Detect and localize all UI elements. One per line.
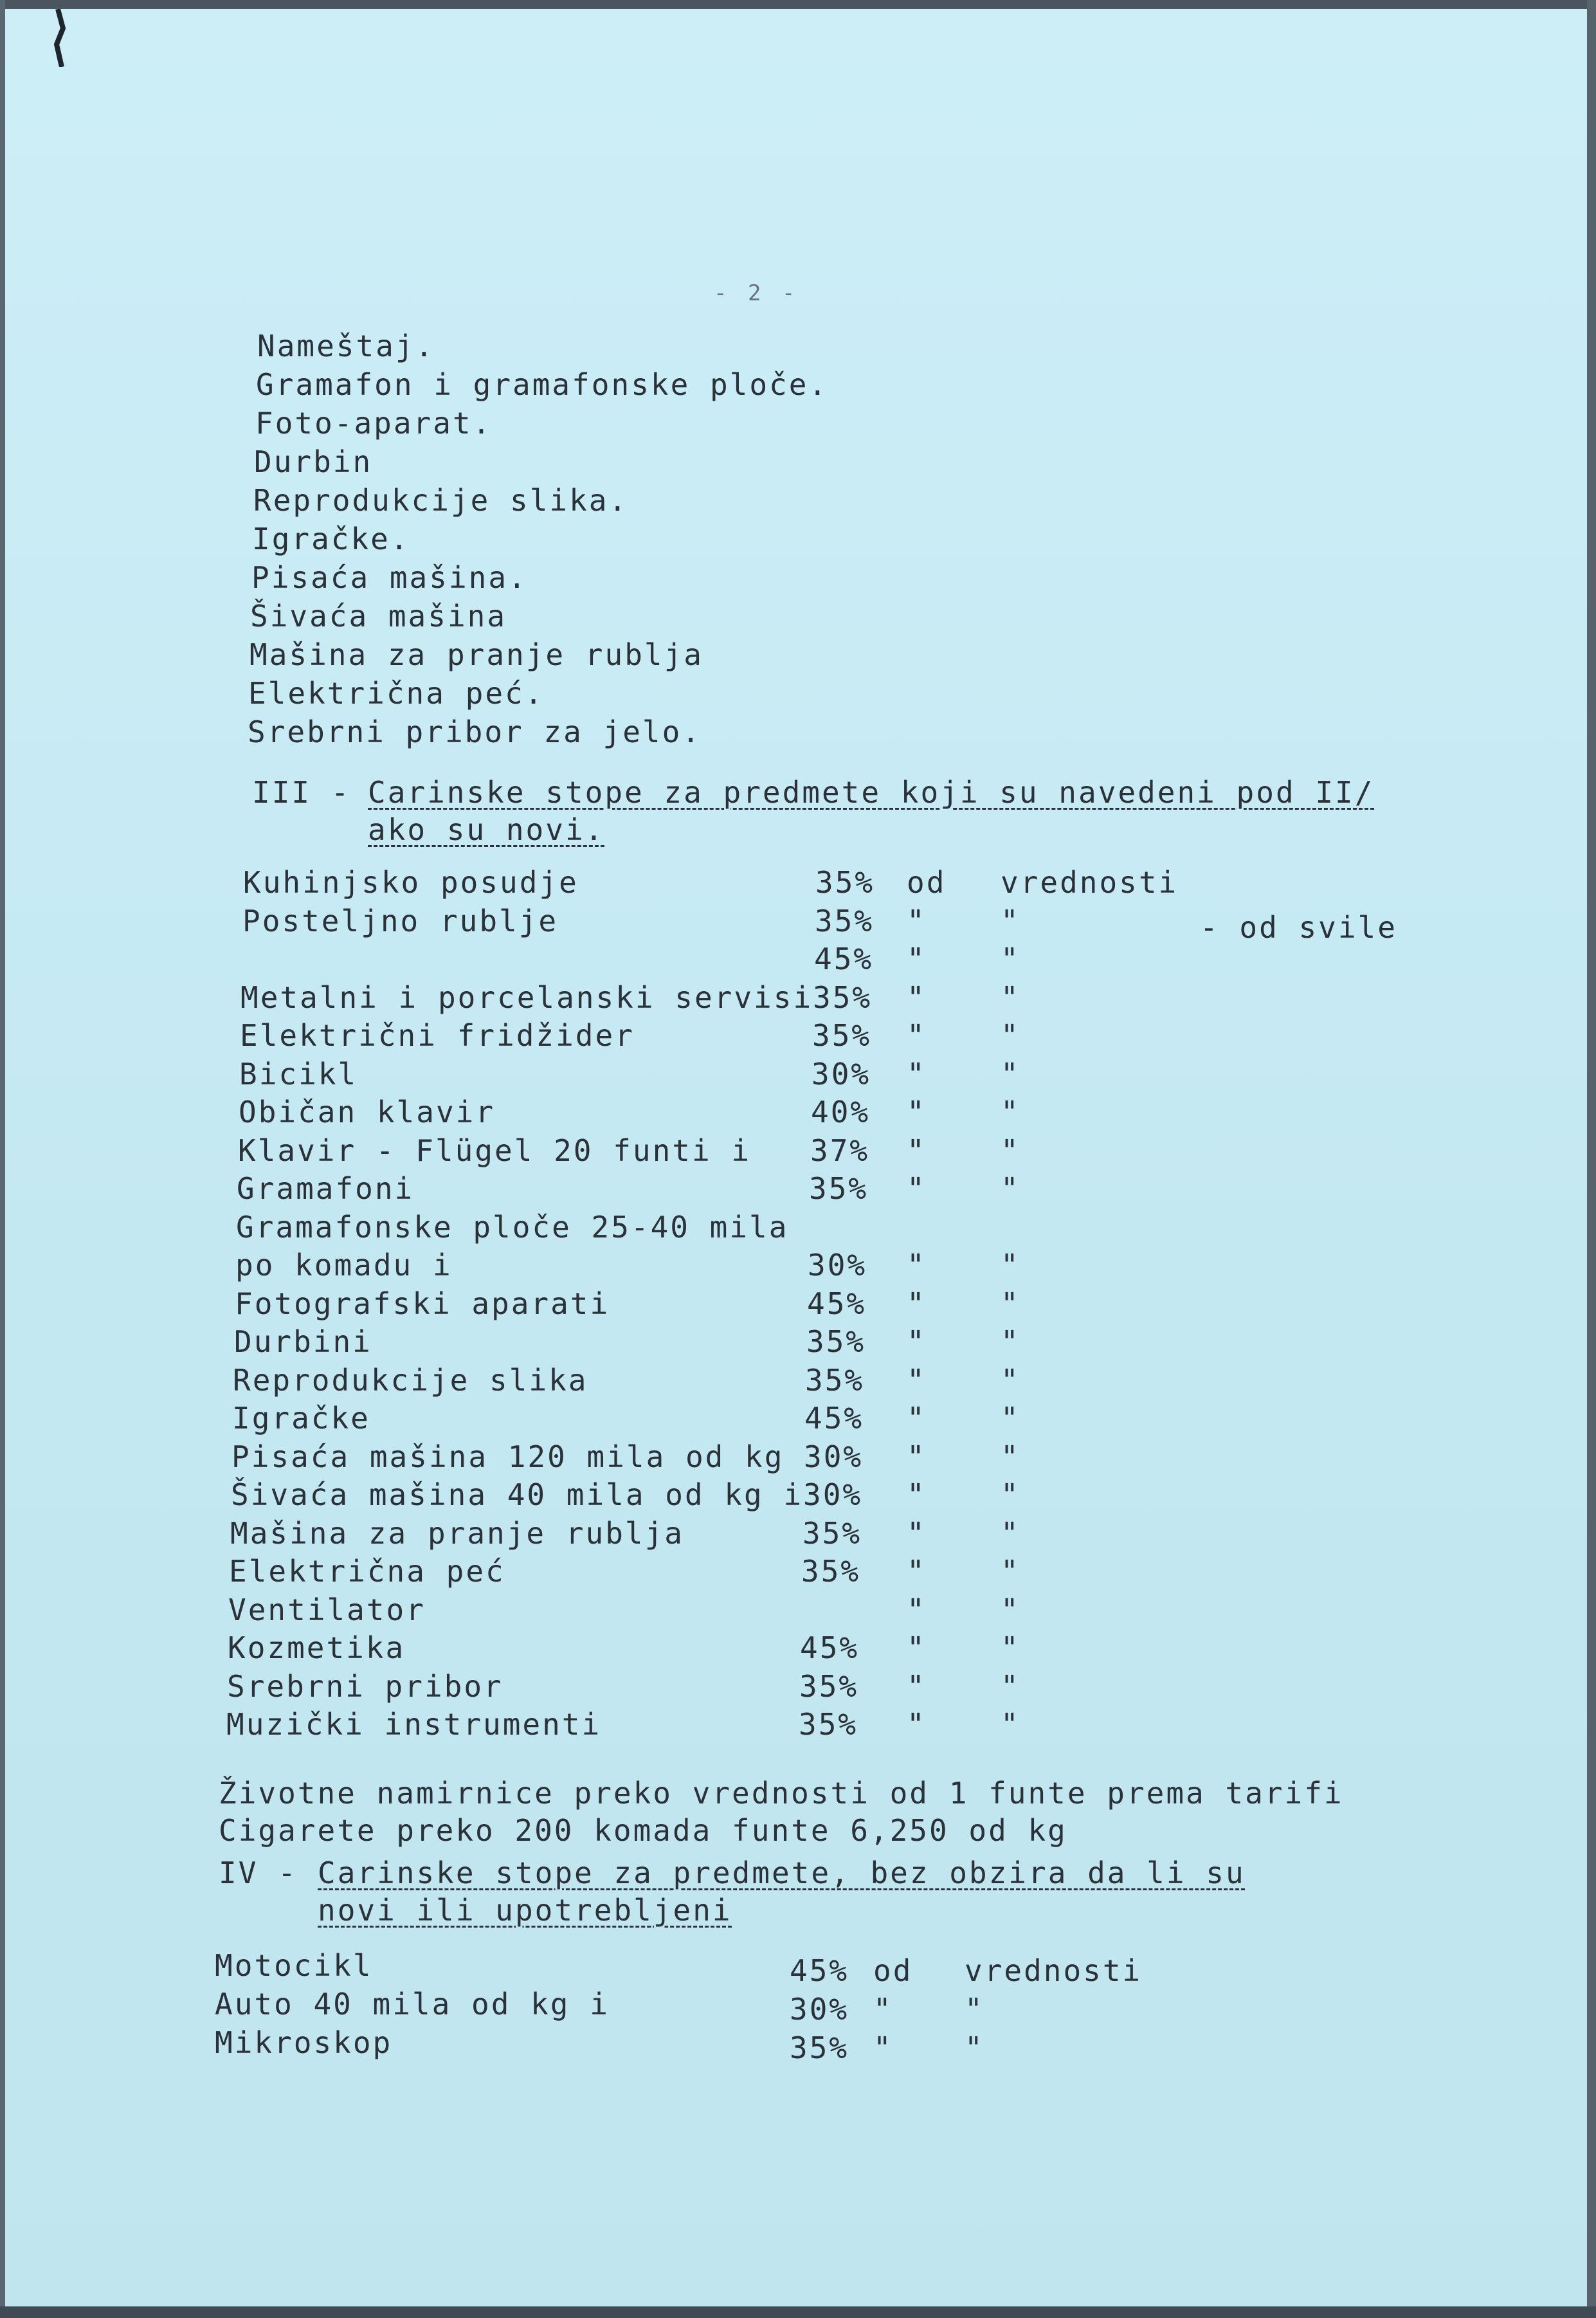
table-row-item: po komadu i [235, 1248, 453, 1282]
table-row-item: Bicikl [239, 1056, 358, 1091]
table-row-item: Električna peć [229, 1554, 505, 1589]
scan-border-left [0, 0, 5, 2318]
table-row-col1: " [907, 1286, 927, 1321]
table-row-rate: 45% [807, 1286, 867, 1321]
table-row-rate: 35% [815, 903, 875, 938]
table-row-col1: " [907, 1592, 927, 1627]
section-iii-title-line1: Carinske stope za predmete koji su navedeni pod II/ [368, 775, 1375, 810]
page-number: - 2 - [714, 280, 799, 306]
table-row-rate: 35% [799, 1668, 859, 1704]
table-row-rate: 35% [812, 1018, 872, 1053]
table-row-item: Durbini [234, 1324, 372, 1359]
table-row-col2: vrednosti [965, 1953, 1143, 1988]
list-item: Igračke. [252, 522, 410, 556]
table-row-item: Električni fridžider [240, 1018, 635, 1053]
table-row-col2: " [1001, 1095, 1020, 1129]
list-item: Srebrni pribor za jelo. [248, 715, 702, 749]
table-row-col1: " [907, 1401, 927, 1436]
table-row-item: Kozmetika [228, 1630, 406, 1665]
table-row-col2: " [1001, 1592, 1020, 1627]
table-row-rate: 35% [815, 865, 875, 900]
table-row-col2: " [1001, 1248, 1020, 1282]
table-row-rate: 30% [790, 1992, 849, 2027]
note-food: Životne namirnice preko vrednosti od 1 funte prema tarifi [219, 1776, 1344, 1811]
table-row-col1: " [907, 1133, 927, 1168]
table-row-item: Pisaća mašina 120 mila od kg [231, 1439, 784, 1474]
table-row-col1: " [907, 903, 927, 938]
section-iv-number: IV - [219, 1856, 298, 1890]
table-row-rate: 35% [813, 980, 873, 1015]
table-row-col2: " [1001, 1707, 1020, 1742]
scan-border-bottom [0, 2306, 1596, 2318]
table-row-col1: " [873, 1992, 893, 2027]
table-row-col1: " [907, 1018, 927, 1053]
table-row-col1: " [907, 1668, 927, 1704]
table-row-col1: od [873, 1953, 913, 1988]
table-row-col2: " [1001, 1171, 1020, 1206]
list-item: Nameštaj. [257, 329, 435, 363]
table-row-rate: 30% [812, 1056, 871, 1091]
table-row-item: Fotografski aparati [235, 1286, 610, 1321]
table-row-item: Posteljno rublje [242, 903, 559, 938]
table-row-col2: " [1001, 1630, 1020, 1665]
table-row-item: Auto 40 mila od kg i [215, 1987, 610, 2021]
scan-border-right [1587, 0, 1596, 2318]
table-row-item: Muzički instrumenti [226, 1707, 602, 1742]
table-row-col1: " [873, 2031, 893, 2065]
table-row-item: Klavir - Flügel 20 funti i [238, 1133, 752, 1168]
table-row-rate: 35% [790, 2031, 849, 2065]
table-row-col1: " [907, 980, 927, 1015]
table-row-col2: " [1001, 1554, 1020, 1589]
table-row-col2: " [1001, 942, 1020, 976]
section-iii-title-line2: ako su novi. [368, 812, 605, 847]
table-row-rate: 37% [810, 1133, 870, 1168]
table-row-rate: 35% [799, 1707, 858, 1742]
table-row-rate: 30% [803, 1477, 863, 1512]
table-row-rate: 45% [814, 942, 874, 976]
list-item: Mašina za pranje rublja [249, 637, 703, 672]
table-row-col1: " [907, 1477, 927, 1512]
list-item: Električna peć. [248, 676, 545, 711]
table-row-item: Ventilator [228, 1592, 426, 1627]
table-row-note: - od svile [1200, 909, 1397, 945]
table-row-col1: " [907, 1554, 927, 1589]
list-item: Gramafon i gramafonske ploče. [256, 367, 829, 402]
list-item: Pisaća mašina. [251, 560, 528, 595]
table-row-col1: " [907, 1171, 927, 1206]
table-row-col1: " [907, 1248, 927, 1282]
table-row-rate: 35% [801, 1554, 861, 1589]
table-row-item: Mašina za pranje rublja [230, 1515, 684, 1551]
note-cigarettes: Cigarete preko 200 komada funte 6,250 od kg [219, 1813, 1067, 1848]
table-row-item: Gramafoni [237, 1171, 415, 1206]
section-iv-title-line1: Carinske stope za predmete, bez obzira da li su [318, 1856, 1246, 1890]
table-row-item: Reprodukcije slika [233, 1362, 588, 1398]
table-row-col2: " [1001, 1439, 1020, 1474]
table-row-rate: 40% [811, 1095, 871, 1129]
table-row-item: Igračke [232, 1401, 370, 1436]
table-row-item: Mikroskop [215, 2025, 393, 2060]
table-row-col1: " [907, 1439, 927, 1474]
table-row-item: Gramafonske ploče 25-40 mila [236, 1209, 789, 1245]
table-row-item: Metalni i porcelanski servisi [240, 980, 813, 1015]
section-iii-number: III - [252, 775, 351, 810]
table-row-item: Srebrni pribor [227, 1668, 503, 1704]
table-row-col2: " [1001, 1133, 1020, 1168]
table-row-col1: " [907, 1056, 927, 1091]
table-row-col1: " [907, 1515, 927, 1551]
table-row-rate: 35% [805, 1362, 865, 1398]
section-iv-title-line2: novi ili upotrebljeni [318, 1893, 732, 1928]
table-row-col1: " [907, 1707, 927, 1742]
staple-mark-icon [51, 9, 71, 67]
table-row-rate: 45% [804, 1401, 864, 1436]
table-row-col2: " [1001, 903, 1020, 938]
list-item: Foto-aparat. [255, 406, 493, 441]
table-row-col2: " [1001, 1018, 1020, 1053]
table-row-rate: 35% [803, 1515, 862, 1551]
table-row-col2: vrednosti [1001, 865, 1179, 900]
table-row-item: Šivaća mašina 40 mila od kg i [231, 1477, 804, 1512]
table-row-col2: " [1001, 1477, 1020, 1512]
list-item: Reprodukcije slika. [253, 483, 629, 518]
table-row-col1: " [907, 1362, 927, 1398]
table-row-col2: " [1001, 1286, 1020, 1321]
table-row-item: Običan klavir [239, 1095, 496, 1129]
table-row-rate: 35% [809, 1171, 869, 1206]
table-row-col2: " [965, 1992, 984, 2027]
table-row-col2: " [1001, 1668, 1020, 1704]
table-row-col1: " [907, 1095, 927, 1129]
table-row-col1: " [907, 1630, 927, 1665]
table-row-col2: " [965, 2031, 984, 2065]
table-row-col1: " [907, 942, 927, 976]
table-row-rate: 45% [790, 1953, 849, 1988]
table-row-col1: " [907, 1324, 927, 1359]
table-row-col2: " [1001, 1056, 1020, 1091]
table-row-item: Motocikl [215, 1948, 373, 1983]
list-item: Durbin [254, 444, 373, 479]
scan-border-top [0, 0, 1596, 9]
table-row-rate: 35% [806, 1324, 866, 1359]
table-row-rate: 30% [808, 1248, 867, 1282]
table-row-item: Kuhinjsko posudje [243, 865, 579, 900]
table-row-col2: " [1001, 1324, 1020, 1359]
table-row-col2: " [1001, 1401, 1020, 1436]
table-row-col2: " [1001, 1515, 1020, 1551]
table-row-rate: 30% [804, 1439, 864, 1474]
table-row-col1: od [907, 865, 947, 900]
table-row-rate: 45% [800, 1630, 860, 1665]
table-row-col2: " [1001, 1362, 1020, 1398]
table-row-col2: " [1001, 980, 1020, 1015]
list-item: Šivaća mašina [250, 599, 507, 634]
